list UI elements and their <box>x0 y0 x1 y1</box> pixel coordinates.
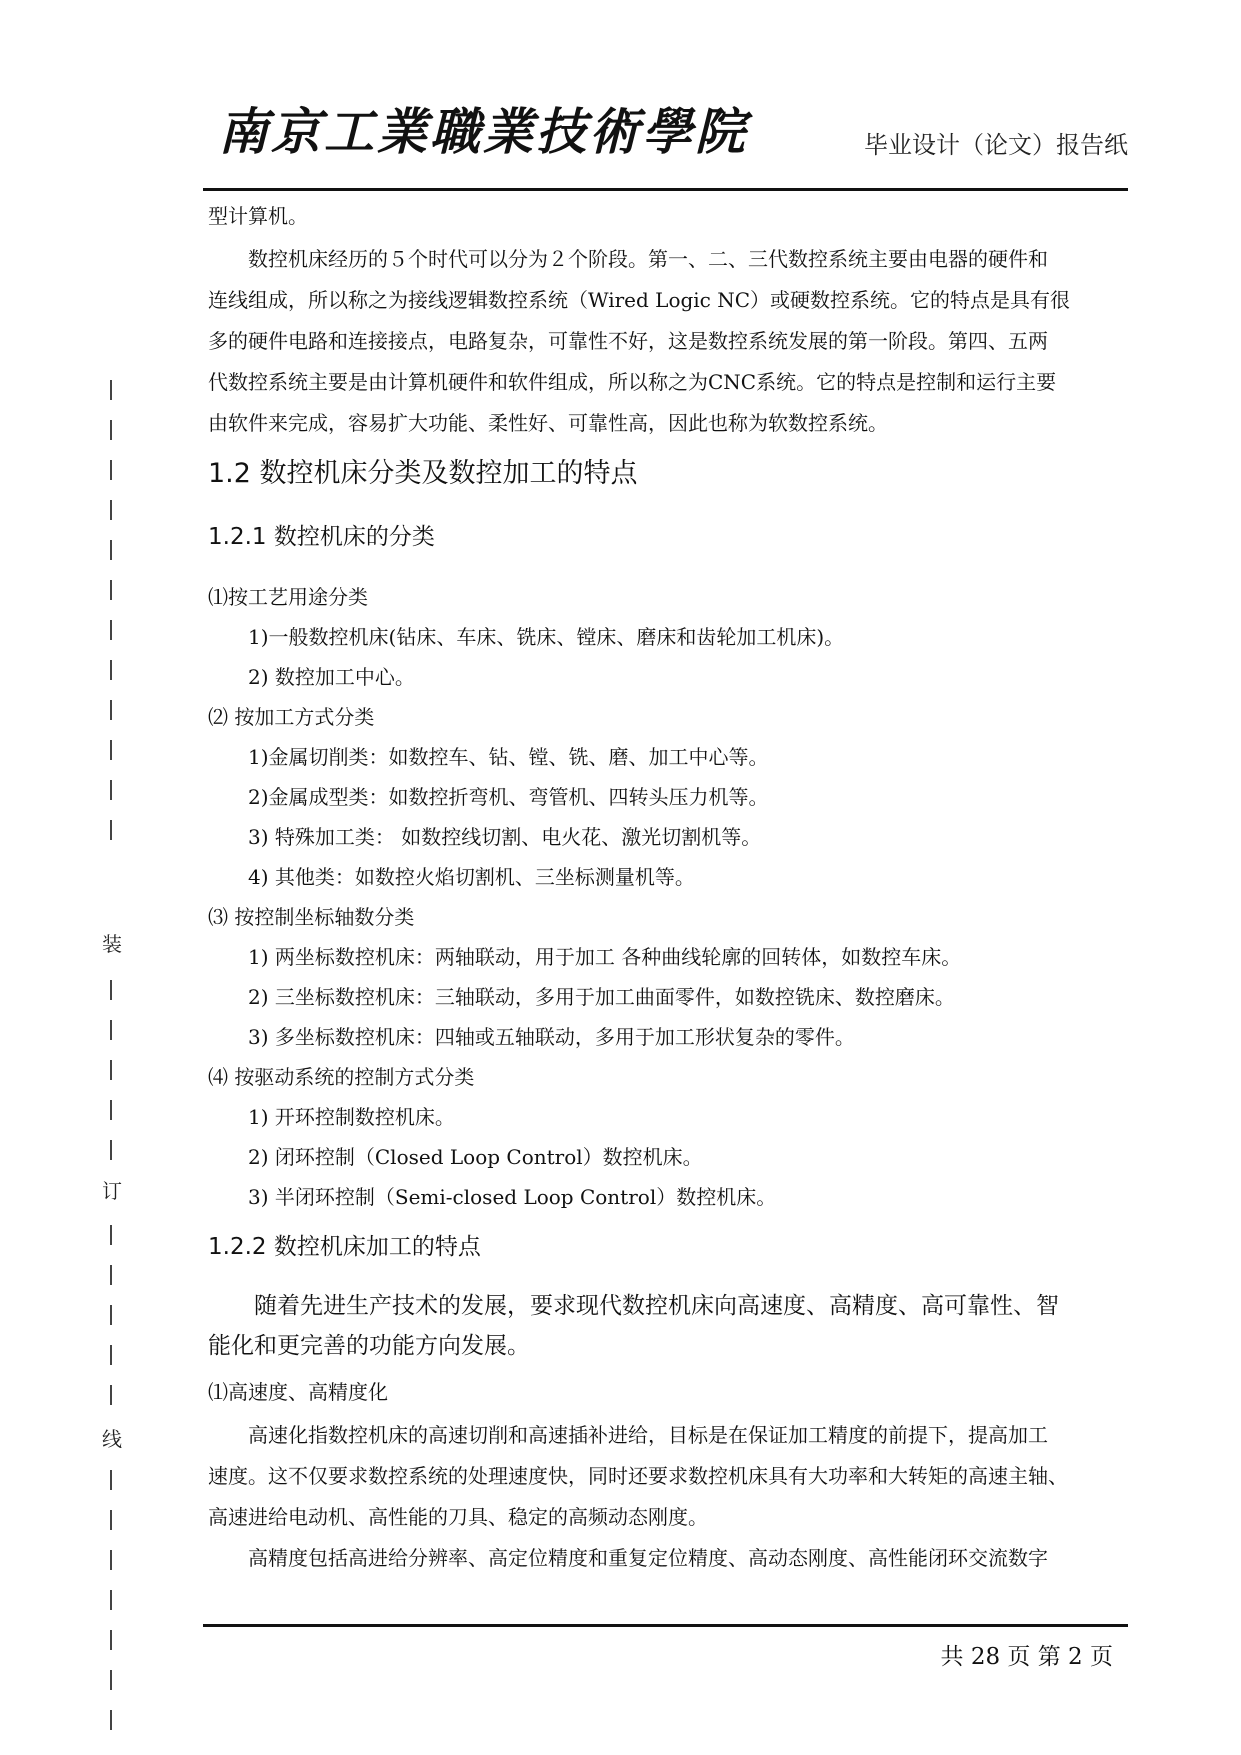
binding-dash <box>110 1060 112 1080</box>
body-line: 高精度包括高进给分辨率、高定位精度和重复定位精度、高动态刚度、高性能闭环交流数字 <box>208 1546 1048 1570</box>
list-item: 1)一般数控机床(钻床、车床、铣床、镗床、磨床和齿轮加工机床)。 <box>208 625 845 649</box>
list-item: 1) 两坐标数控机床：两轴联动，用于加工 各种曲线轮廓的回转体，如数控车床。 <box>208 945 962 969</box>
binding-dash <box>110 1345 112 1365</box>
institution-logo: 南京工業職業技術學院 <box>218 102 748 161</box>
body-line: 型计算机。 <box>208 204 308 228</box>
list-item: 3) 特殊加工类： 如数控线切割、电火花、激光切割机等。 <box>208 825 762 849</box>
list-item: 1)金属切削类：如数控车、钻、镗、铣、磨、加工中心等。 <box>208 745 769 769</box>
section-heading: 1.2 数控机床分类及数控加工的特点 <box>208 458 638 489</box>
binding-dash <box>110 1100 112 1120</box>
binding-dash <box>110 1225 112 1245</box>
body-line: 高速进给电动机、高性能的刀具、稳定的高频动态刚度。 <box>208 1505 708 1529</box>
binding-dash <box>110 1510 112 1530</box>
list-item: 2) 数控加工中心。 <box>208 665 415 689</box>
binding-char-xian: 线 <box>102 1427 122 1451</box>
list-item: 1) 开环控制数控机床。 <box>208 1105 455 1129</box>
header-subtitle: 毕业设计（论文）报告纸 <box>864 131 1128 159</box>
binding-dash <box>110 780 112 800</box>
list-item: 2) 闭环控制（Closed Loop Control）数控机床。 <box>208 1145 703 1169</box>
list-item: 3) 半闭环控制（Semi-closed Loop Control）数控机床。 <box>208 1185 777 1209</box>
binding-dash <box>110 380 112 400</box>
list-item: 2) 三坐标数控机床：三轴联动，多用于加工曲面零件，如数控铣床、数控磨床。 <box>208 985 955 1009</box>
binding-dash <box>110 620 112 640</box>
binding-dash <box>110 660 112 680</box>
subsection-heading: 1.2.1 数控机床的分类 <box>208 524 435 550</box>
binding-dash <box>110 1140 112 1160</box>
binding-dash <box>110 1550 112 1570</box>
binding-dash <box>110 740 112 760</box>
footer-rule <box>203 1624 1128 1627</box>
binding-dash <box>110 1670 112 1690</box>
binding-dash <box>110 1710 112 1730</box>
body-line: 随着先进生产技术的发展，要求现代数控机床向高速度、高精度、高可靠性、智 <box>208 1293 1059 1319</box>
binding-char-ding: 订 <box>102 1179 122 1203</box>
binding-dash <box>110 1470 112 1490</box>
list-item: 4) 其他类：如数控火焰切割机、三坐标测量机等。 <box>208 865 695 889</box>
page-number: 共 28 页 第 2 页 <box>940 1644 1113 1670</box>
binding-dash <box>110 500 112 520</box>
subsection-heading: 1.2.2 数控机床加工的特点 <box>208 1234 481 1260</box>
binding-dash <box>110 540 112 560</box>
list-item: ⑴按工艺用途分类 <box>208 585 368 609</box>
binding-dash <box>110 460 112 480</box>
list-item: 2)金属成型类：如数控折弯机、弯管机、四转头压力机等。 <box>208 785 769 809</box>
binding-dash <box>110 700 112 720</box>
list-item: 3) 多坐标数控机床：四轴或五轴联动，多用于加工形状复杂的零件。 <box>208 1025 855 1049</box>
body-line: 多的硬件电路和连接接点，电路复杂，可靠性不好，这是数控系统发展的第一阶段。第四、五两 <box>208 329 1048 353</box>
binding-dash <box>110 1265 112 1285</box>
header-rule <box>203 188 1128 191</box>
binding-dash <box>110 820 112 840</box>
binding-dash <box>110 420 112 440</box>
body-line: 速度。这不仅要求数控系统的处理速度快，同时还要求数控机床具有大功率和大转矩的高速主轴、 <box>208 1464 1068 1488</box>
binding-dash <box>110 1385 112 1405</box>
binding-dash <box>110 1630 112 1650</box>
body-line: 高速化指数控机床的高速切削和高速插补进给，目标是在保证加工精度的前提下，提高加工 <box>208 1423 1048 1447</box>
body-line: 能化和更完善的功能方向发展。 <box>208 1333 530 1359</box>
binding-dash <box>110 1590 112 1610</box>
list-item: ⑵ 按加工方式分类 <box>208 705 375 729</box>
body-line: 数控机床经历的５个时代可以分为２个阶段。第一、二、三代数控系统主要由电器的硬件和 <box>208 247 1048 271</box>
body-line: 连线组成，所以称之为接线逻辑数控系统（Wired Logic NC）或硬数控系统。它的特点是具有很 <box>208 288 1071 312</box>
body-line: 由软件来完成，容易扩大功能、柔性好、可靠性高，因此也称为软数控系统。 <box>208 411 888 435</box>
binding-dash <box>110 980 112 1000</box>
binding-margin <box>100 380 124 1755</box>
binding-dash <box>110 1020 112 1040</box>
binding-char-zhuang: 装 <box>102 932 122 956</box>
list-item: ⑶ 按控制坐标轴数分类 <box>208 905 415 929</box>
list-item: ⑷ 按驱动系统的控制方式分类 <box>208 1065 475 1089</box>
list-item: ⑴高速度、高精度化 <box>208 1380 388 1404</box>
binding-dash <box>110 580 112 600</box>
body-line: 代数控系统主要是由计算机硬件和软件组成，所以称之为CNC系统。它的特点是控制和运行主要 <box>208 370 1057 394</box>
binding-dash <box>110 1305 112 1325</box>
